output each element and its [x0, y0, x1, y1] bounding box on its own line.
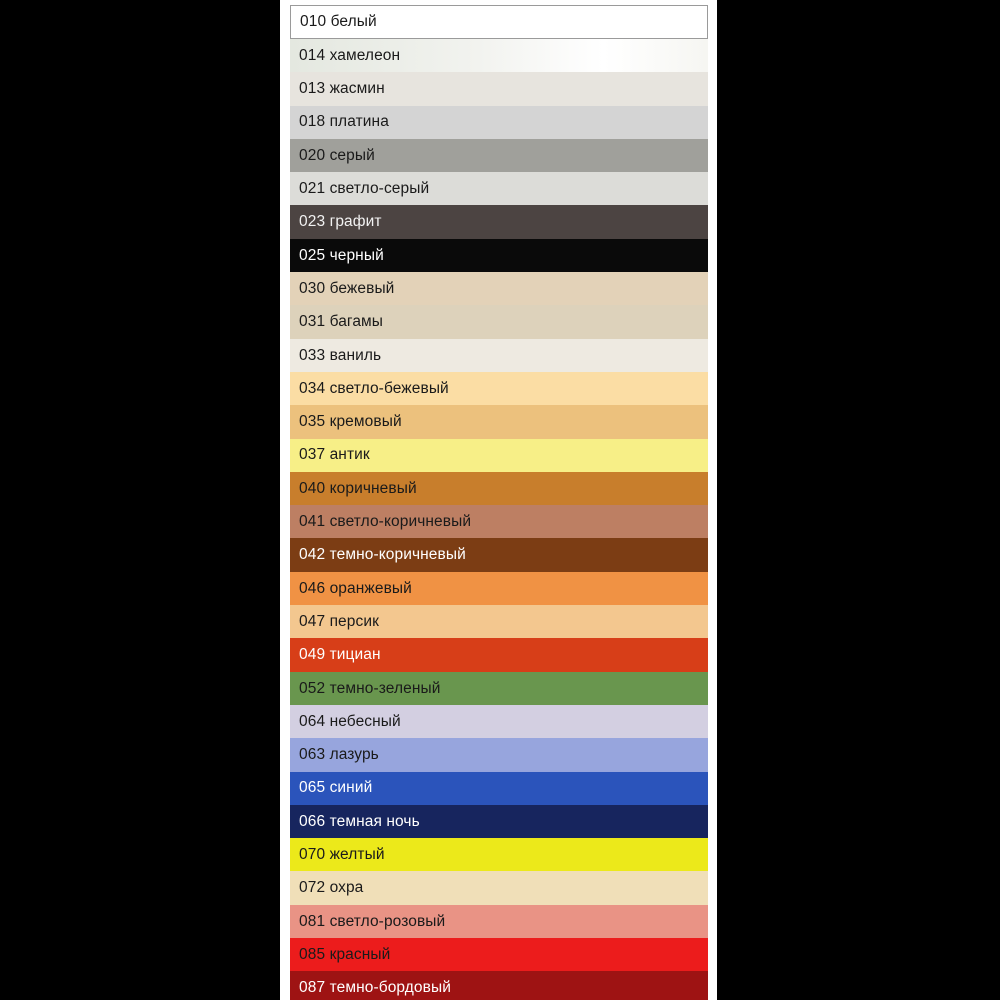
color-swatch-row[interactable]: [290, 39, 708, 72]
color-swatch-row[interactable]: [290, 239, 708, 272]
color-swatch-row[interactable]: [290, 305, 708, 338]
color-swatch-row[interactable]: [290, 738, 708, 771]
color-swatch-label: 041 светло-коричневый: [299, 513, 472, 531]
color-swatch-row[interactable]: [290, 272, 708, 305]
color-swatch-row[interactable]: [290, 472, 708, 505]
color-swatch-row[interactable]: [290, 339, 708, 372]
color-swatch-label: 046 оранжевый: [299, 579, 412, 597]
color-swatch-label: 013 жасмин: [299, 80, 385, 98]
color-swatch-row[interactable]: [290, 638, 708, 671]
color-swatch-row[interactable]: [290, 938, 708, 971]
color-swatch-label: 063 лазурь: [299, 746, 379, 764]
color-swatch-label: 087 темно-бордовый: [299, 979, 451, 997]
color-swatch-row[interactable]: [290, 605, 708, 638]
color-swatch-label: 033 ваниль: [299, 346, 382, 364]
color-swatch-row[interactable]: [290, 538, 708, 571]
color-swatch-row[interactable]: [290, 106, 708, 139]
color-swatch-label: 052 темно-зеленый: [299, 679, 441, 697]
color-swatch-row[interactable]: [290, 505, 708, 538]
color-swatch-label: 070 желтый: [299, 846, 385, 864]
color-swatch-row[interactable]: [290, 772, 708, 805]
color-swatch-row[interactable]: [290, 205, 708, 238]
color-swatch-row[interactable]: [290, 405, 708, 438]
color-swatch-label: 014 хамелеон: [299, 46, 401, 64]
color-swatch-label: 037 антик: [299, 446, 370, 464]
color-swatch-label: 030 бежевый: [299, 279, 395, 297]
color-swatch-row[interactable]: [290, 805, 708, 838]
color-swatch-label: 010 белый: [300, 13, 377, 31]
color-swatch-label: 031 багамы: [299, 313, 384, 331]
color-picker-panel: [280, 0, 717, 1000]
color-swatch-label: 042 темно-коричневый: [299, 546, 466, 564]
color-swatch-row[interactable]: [290, 372, 708, 405]
color-swatch-label: 018 платина: [299, 113, 389, 131]
color-swatch-label: 066 темная ночь: [299, 812, 420, 830]
color-swatch-label: 064 небесный: [299, 712, 401, 730]
color-swatch-row[interactable]: [290, 871, 708, 904]
color-swatch-label: 049 тициан: [299, 646, 381, 664]
color-swatch-label: 035 кремовый: [299, 413, 402, 431]
color-swatch-row[interactable]: [290, 705, 708, 738]
color-swatch-row[interactable]: [290, 905, 708, 938]
color-swatch-row[interactable]: [290, 971, 708, 1000]
color-swatch-label: 040 коричневый: [299, 479, 417, 497]
color-swatch-row[interactable]: [290, 838, 708, 871]
color-swatch-row[interactable]: [290, 139, 708, 172]
color-swatch-label: 021 светло-серый: [299, 180, 430, 198]
color-swatch-label: 020 серый: [299, 146, 375, 164]
color-swatch-row[interactable]: [290, 5, 708, 39]
color-swatch-label: 047 персик: [299, 612, 379, 630]
color-swatch-label: 025 черный: [299, 246, 384, 264]
color-swatch-label: 034 светло-бежевый: [299, 379, 449, 397]
color-swatch-row[interactable]: [290, 572, 708, 605]
color-swatch-row[interactable]: [290, 72, 708, 105]
color-swatch-list[interactable]: [290, 5, 708, 1000]
color-swatch-label: 085 красный: [299, 945, 391, 963]
color-swatch-row[interactable]: [290, 439, 708, 472]
color-swatch-label: 023 графит: [299, 213, 382, 231]
color-swatch-row[interactable]: [290, 172, 708, 205]
color-swatch-row[interactable]: [290, 672, 708, 705]
color-swatch-label: 072 охра: [299, 879, 364, 897]
color-swatch-label: 065 синий: [299, 779, 373, 797]
color-swatch-label: 081 светло-розовый: [299, 912, 446, 930]
